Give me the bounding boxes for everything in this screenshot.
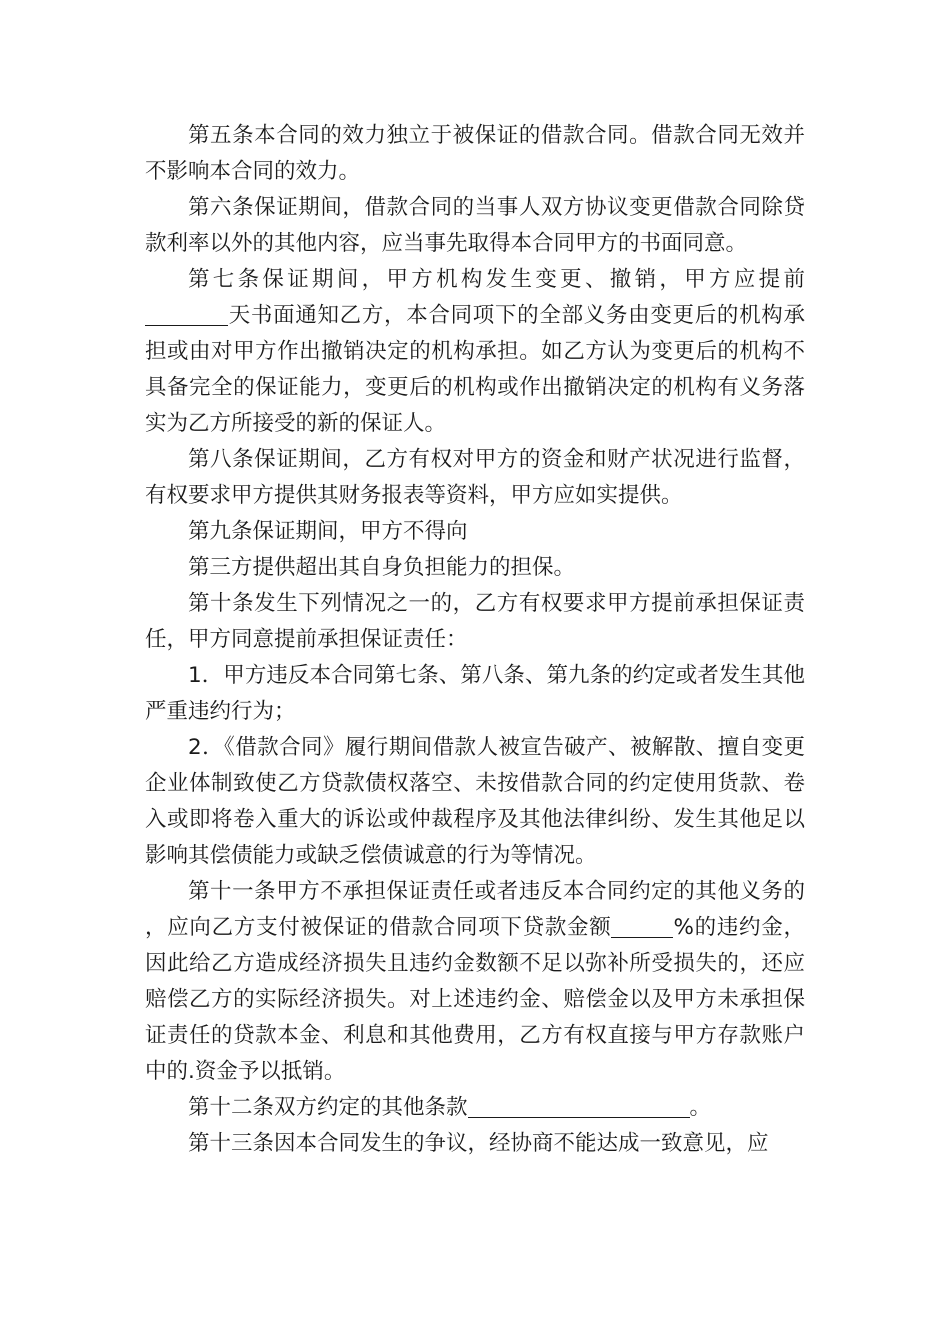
paragraph-art10 (145, 586, 805, 658)
paragraph-text: 第六条保证期间，借款合同的当事人双方协议变更借款合同除贷款利率以外的其他内容，应当事先取得本合同甲方的书面同意。 (145, 195, 805, 256)
paragraph-art12 (145, 1090, 805, 1126)
paragraph-text: 第十条发生下列情况之一的，乙方有权要求甲方提前承担保证责任，甲方同意提前承担保证责任： (145, 591, 805, 652)
paragraph-art10-2 (145, 730, 805, 874)
paragraph-art10-1 (145, 658, 805, 730)
fill-in-blank (145, 302, 228, 326)
paragraph-text: 。 (689, 1095, 712, 1120)
paragraph-text: 第十二条双方约定的其他条款 (188, 1095, 468, 1120)
paragraph-art5 (145, 118, 805, 190)
paragraph-art13 (145, 1126, 805, 1162)
paragraph-text: 1．甲方违反本合同第七条、第八条、第九条的约定或者发生其他严重违约行为； (145, 663, 805, 724)
paragraph-text: 天书面通知乙方，本合同项下的全部义务由变更后的机构承担或由对甲方作出撤销决定的机构承担。如乙方认为变更后的机构不具备完全的保证能力，变更后的机构或作出撤销决定的机构有义务落实为乙方所接受的新的保证人。 (145, 303, 805, 436)
paragraph-art6 (145, 190, 805, 262)
paragraph-text: 第九条保证期间，甲方不得向 (188, 519, 468, 544)
paragraph-text: %的违约金，因此给乙方造成经济损失且违约金数额不足以弥补所受损失的，还应赔偿乙方的实际经济损失。对上述违约金、赔偿金以及甲方未承担保证责任的贷款本金、利息和其他费用，乙方有权直接与甲方存款账户中的.资金予以抵销。 (145, 915, 805, 1084)
paragraph-text: 第十三条因本合同发生的争议，经协商不能达成一致意见，应 (188, 1131, 769, 1156)
paragraph-text: 第七条保证期间，甲方机构发生变更、撤销，甲方应提前 (188, 267, 805, 292)
paragraph-text: 第十一条甲方不承担保证责任或者违反本合同约定的其他义务的，应向乙方支付被保证的借款合同项下贷款金额 (145, 879, 805, 940)
paragraph-art9 (145, 514, 805, 550)
paragraph-text: 第三方提供超出其自身负担能力的担保。 (188, 555, 576, 580)
paragraph-art9b (145, 550, 805, 586)
paragraph-art7 (145, 262, 805, 442)
paragraph-text: 第五条本合同的效力独立于被保证的借款合同。借款合同无效并不影响本合同的效力。 (145, 123, 805, 184)
paragraph-text: 2．《借款合同》履行期间借款人被宣告破产、被解散、擅自变更企业体制致使乙方贷款债权落空、未按借款合同的约定使用货款、卷入或即将卷入重大的诉讼或仲裁程序及其他法律纠纷、发生其他足以影响其偿债能力或缺乏偿债诚意的行为等情况。 (145, 735, 805, 868)
paragraph-art11 (145, 874, 805, 1090)
fill-in-blank (611, 914, 673, 938)
paragraph-text: 第八条保证期间，乙方有权对甲方的资金和财产状况进行监督，有权要求甲方提供其财务报表等资料，甲方应如实提供。 (145, 447, 805, 508)
document-body (145, 118, 805, 1162)
fill-in-blank (468, 1094, 690, 1118)
paragraph-art8 (145, 442, 805, 514)
